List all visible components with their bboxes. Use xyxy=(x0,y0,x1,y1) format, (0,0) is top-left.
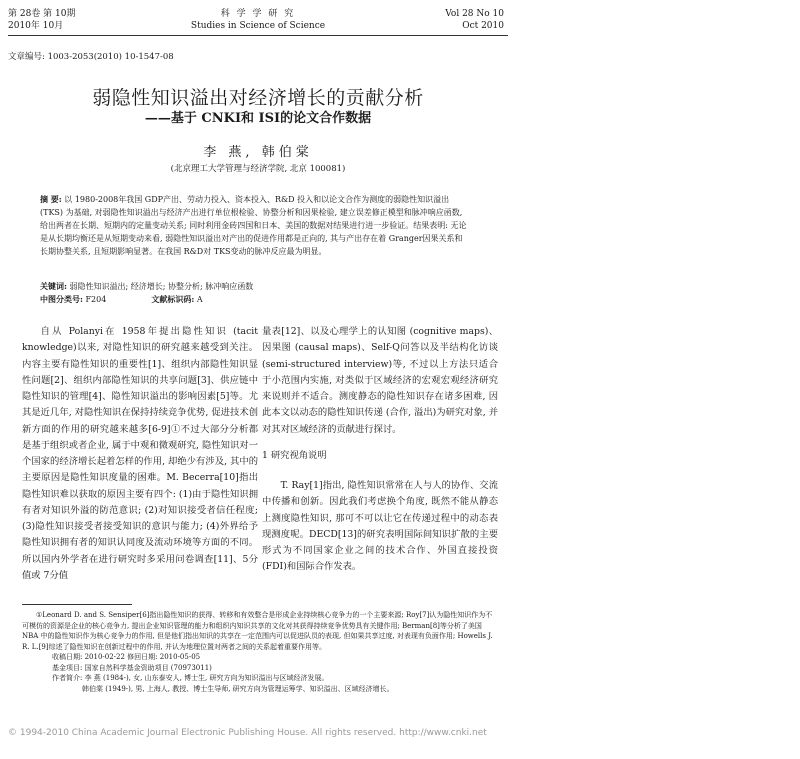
footnote-rule xyxy=(22,604,132,605)
abstract xyxy=(40,193,470,258)
clc-label: 中图分类号: xyxy=(40,294,83,304)
copyright-notice: © 1994-2010 China Academic Journal Electronic Publishing House. All rights reserved. http://www.cnki.net xyxy=(8,728,487,738)
volume-issue-en: Vol 28 No 10 xyxy=(445,9,504,19)
journal-name xyxy=(0,8,516,32)
keywords-text: 弱隐性知识溢出; 经济增长; 协整分析; 脉冲响应函数 xyxy=(69,282,254,291)
keywords xyxy=(40,280,470,293)
body-right-column xyxy=(262,324,498,576)
affiliation: (北京理工大学管理与经济学院, 北京 100081) xyxy=(170,164,346,174)
paper-title: 弱隐性知识溢出对经济增长的贡献分析 xyxy=(92,87,424,109)
issue-date: 2010年 10月 xyxy=(8,21,64,31)
received-date: 收稿日期: 2010-02-22 修回日期: 2010-05-05 xyxy=(52,653,201,661)
journal-volume-en xyxy=(445,8,504,32)
clc-value: F204 xyxy=(85,295,107,304)
author-bio: 韩伯棠 (1949-), 男, 上海人, 教授、博士生导师, 研究方向为管理运筹学、知识溢出、区域经济增长。 xyxy=(82,684,394,693)
doc-code-label: 文献标识码: xyxy=(151,294,195,304)
footnotes xyxy=(22,610,498,694)
abstract-text: 以 1980-2008年我国 GDP产出、劳动力投入、资本投入、R&D 投入和以论文合作为测度的弱隐性知识溢出 (TKS) 为基础, 对弱隐性知识溢出与经济产出进行单位根检验、协整分析和因果检验, 建立误差修正模型和脉冲响应函数, 给出两者在长期、短期内的定量变动关系; 同时利用金砖四国和日本、美国的数据对结果进行进一步验证。结果表明: 无论是从长期均衡还是从短期变动来看, 弱隐性知识溢出对产出的促进作用都是正向的, 其与产出存在着 Granger因果关系和长期协整关系, 且短期影响显著。在我国 R&D对 TKS变动的脉冲反应最为明显。 xyxy=(40,195,467,256)
fund-info: 基金项目: 国家自然科学基金资助项目 (70973011) xyxy=(52,663,212,672)
section-heading: 1 研究视角说明 xyxy=(262,449,327,461)
body-paragraph: 自从 Polanyi在 1958年提出隐性知识 (tacit knowledge)以来, 对隐性知识的研究越来越受到关注。内容主要有隐性知识的重要性[1]、组织内部隐性知识显性问题[2]、组织内部隐性知识的共享问题[3]、供应链中隐性知识的管理[4]、隐性知识溢出的影响因素[5]等。尤其是近几年, 对隐性知识在保持持续竞争优势, 促进技术创新方面的作用的研究越来越多[6-9]①不过大部分分析都是基于组织或者企业, 属于中观和微观研究, 隐性知识对一个国家的经济增长起着怎样的作用, 却绝少有涉及, 其中的主要原因是隐性知识度量的困难。M. Becerra[10]指出隐性知识难以获取的原因主要有四个: (1)由于隐性知识拥有者对知识外溢的防范意识; (2)对知识接受者信任程度; (3)隐性知识接受者接受知识的意识与能力; (4)外界给予隐性知识拥有者的知识认同度及流动环境等方面的不同。所以国内外学者在进行研究时多采用问卷调查[11]、5分值或 7分值 xyxy=(22,326,258,581)
body-left-column xyxy=(22,324,258,584)
authors: 李 燕, 韩伯棠 xyxy=(203,145,313,160)
abstract-label: 摘 要: xyxy=(40,194,62,204)
author-bio: 作者简介: 李 燕 (1984-), 女, 山东泰安人, 博士生, 研究方向为知识溢出与区域经济发展。 xyxy=(52,674,329,682)
journal-name-en: Studies in Science of Science xyxy=(190,21,326,31)
keywords-label: 关键词: xyxy=(40,281,67,291)
issue-date-en: Oct 2010 xyxy=(462,21,504,31)
journal-name-cn: 科 学 学 研 究 xyxy=(220,9,296,19)
body-paragraph: 量表[12]、以及心理学上的认知图 (cognitive maps)、因果图 (causal maps)、Self-Q问答以及半结构化访谈 (semi-structured interview)等, 不过以上方法只适合于小范围内实施, 对类似于区域经济的宏观宏观经济研究来说则并不适合。测度静态的隐性知识存在诸多困难, 因此本文以动态的隐性知识传递 (合作, 溢出)为研究对象, 并对其对区域经济的贡献进行探讨。 xyxy=(262,326,498,435)
classification xyxy=(40,293,470,306)
doc-code-value: A xyxy=(196,295,203,304)
paper-subtitle: ——基于 CNKI和 ISI的论文合作数据 xyxy=(144,111,372,126)
header-rule xyxy=(8,35,508,36)
volume-issue: 第 28卷 第 10期 xyxy=(8,9,76,19)
body-paragraph: T. Ray[1]指出, 隐性知识常常在人与人的协作、交流中传播和创新。因此我们考虑换个角度, 既然不能从静态上测度隐性知识, 那可不可以让它在传递过程中的动态表现测度呢。DECD[13]的研究表明国际间知识扩散的主要形式为不同国家企业之间的技术合作、外国直接投资 (FDI)和国际合作发表。 xyxy=(262,480,498,573)
footnote-text: ①Leonard D. and S. Sensiper[6]指出隐性知识的获得、转移和有效整合是形成企业持续核心竞争力的一个主要来源; Roy[7]认为隐性知识作为不可模仿的资源是企业的核心竞争力, 提出企业知识管理的能力和组织内知识共享的文化对其获得持续竞争优势具有关键作用; Berman[8]等分析了美国 NBA 中的隐性知识作为核心竞争力的作用, 但是他们指出知识的共享在一定范围内可以促进队员的表现, 但如果共享过度, 对表现有负面作用; Howells J. R. L.[9]综述了隐性知识在创新过程中的作用, 并认为地理位置对两者之间的关系起着重要作用等。 xyxy=(22,611,493,651)
article-number: 文章编号: 1003-2053(2010) 10-1547-08 xyxy=(8,52,174,62)
